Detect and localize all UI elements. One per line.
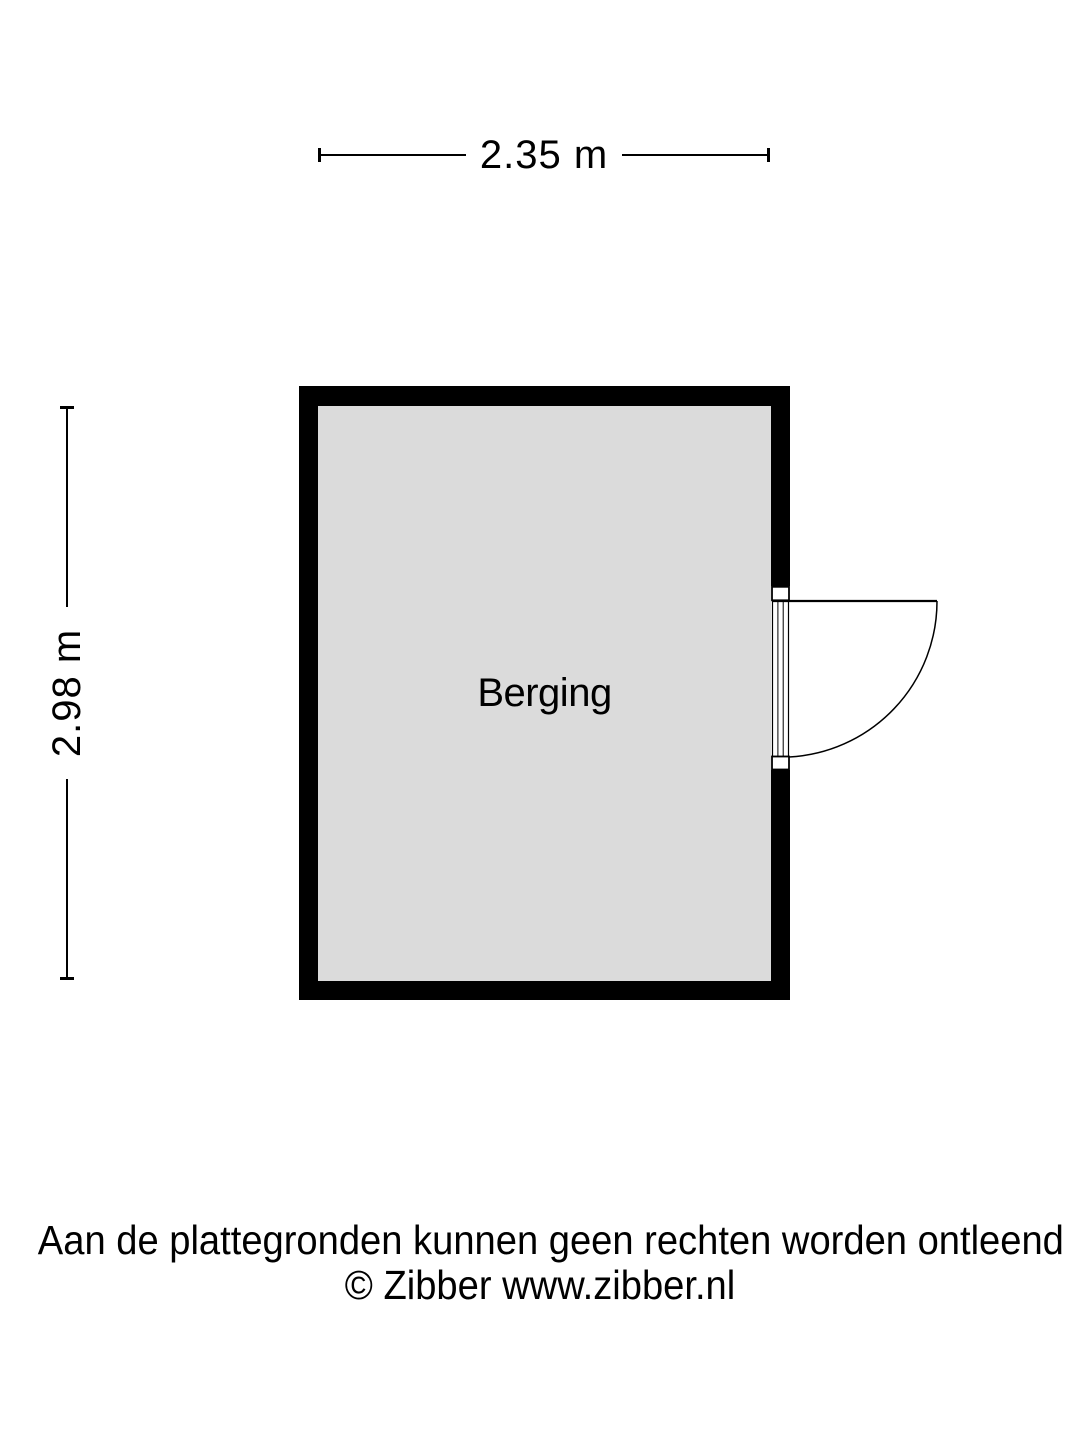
dimension-width bbox=[318, 134, 770, 176]
room-label: Berging bbox=[477, 671, 612, 715]
copyright-text: © Zibber www.zibber.nl bbox=[344, 1262, 736, 1308]
dimension-height-label: 2.98 m bbox=[45, 628, 90, 758]
door bbox=[770, 580, 955, 780]
dimension-width-label: 2.35 m bbox=[479, 133, 609, 177]
dimension-line-segment bbox=[66, 409, 68, 607]
dimension-height bbox=[46, 406, 88, 980]
dimension-tick-right bbox=[767, 148, 770, 162]
dimension-line-segment bbox=[66, 779, 68, 977]
door-swing-arc bbox=[789, 601, 937, 757]
footer bbox=[0, 1218, 1080, 1308]
disclaimer-text: Aan de plattegronden kunnen geen rechten worden ontleend bbox=[37, 1217, 1064, 1263]
door-frame-bottom bbox=[772, 757, 789, 770]
dimension-line-segment bbox=[321, 154, 466, 156]
dimension-line-segment bbox=[622, 154, 767, 156]
dimension-height-label-box bbox=[46, 607, 88, 779]
door-panel bbox=[773, 601, 789, 757]
door-frame-top bbox=[772, 587, 789, 601]
dimension-tick-bottom bbox=[60, 977, 74, 980]
